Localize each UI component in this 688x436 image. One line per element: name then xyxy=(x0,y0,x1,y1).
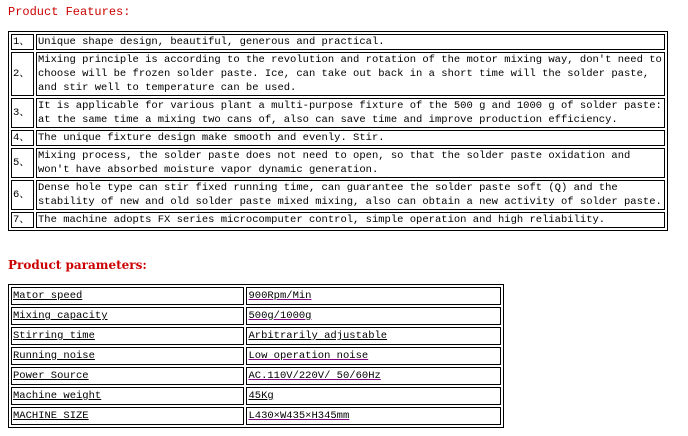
parameter-value xyxy=(246,407,501,425)
feature-row xyxy=(11,52,665,96)
parameter-label xyxy=(11,387,244,405)
feature-number: 6、 xyxy=(11,180,34,210)
parameter-row xyxy=(11,347,501,365)
parameter-label xyxy=(11,327,244,345)
features-table xyxy=(8,31,668,231)
parameter-label-text: Mixing capacity xyxy=(13,310,108,322)
feature-text: Mixing principle is according to the revolution and rotation of the motor mixing way, don't need to choose will be frozen solder paste. Ice, can take out back in a short time will the solder paste, and stir well to temperature can be used. xyxy=(36,52,665,96)
feature-number: 4、 xyxy=(11,130,34,146)
feature-number: 1、 xyxy=(11,34,34,50)
parameter-label xyxy=(11,367,244,385)
product-features-heading: Product Features: xyxy=(8,5,131,19)
feature-number: 5、 xyxy=(11,148,34,178)
parameter-row xyxy=(11,387,501,405)
parameter-label xyxy=(11,307,244,325)
parameter-label-text: Mator speed xyxy=(13,290,83,302)
feature-number: 7、 xyxy=(11,212,34,228)
parameter-label-text: Machine weight xyxy=(13,390,102,402)
feature-text: Dense hole type can stir fixed running time, can guarantee the solder paste soft (Q) and the stability of new and old solder paste mixed mixing, also can obtain a new activity of solder paste. xyxy=(36,180,665,210)
feature-row xyxy=(11,98,665,128)
feature-number: 2、 xyxy=(11,52,34,96)
parameter-row xyxy=(11,287,501,305)
parameter-value xyxy=(246,387,501,405)
parameter-value-text: AC.110V/220V/ 50/60Hz xyxy=(248,370,381,382)
parameter-value xyxy=(246,287,501,305)
parameter-value-text: L430×W435×H345mm xyxy=(248,410,350,422)
feature-text: Unique shape design, beautiful, generous and practical. xyxy=(36,34,665,50)
feature-row xyxy=(11,130,665,146)
parameter-label-text: Running noise xyxy=(13,350,95,362)
parameter-value xyxy=(246,347,501,365)
feature-text: Mixing process, the solder paste does not need to open, so that the solder paste oxidation and won't have absorbed moisture vapor dynamic generation. xyxy=(36,148,665,178)
parameter-row xyxy=(11,367,501,385)
feature-row xyxy=(11,34,665,50)
parameter-row xyxy=(11,307,501,325)
feature-text: It is applicable for various plant a multi-purpose fixture of the 500 g and 1000 g of solder paste: at the same time a mixing two cans of, also can save time and improve production efficiency. xyxy=(36,98,665,128)
feature-text: The machine adopts FX series microcomputer control, simple operation and high reliability. xyxy=(36,212,665,228)
parameter-value xyxy=(246,367,501,385)
feature-text: The unique fixture design make smooth and evenly. Stir. xyxy=(36,130,665,146)
parameter-value-text: 500g/1000g xyxy=(248,310,312,322)
parameter-label-text: Stirring time xyxy=(13,330,95,342)
parameter-label xyxy=(11,287,244,305)
parameter-label xyxy=(11,407,244,425)
parameters-table xyxy=(8,284,504,428)
feature-number: 3、 xyxy=(11,98,34,128)
feature-row xyxy=(11,212,665,228)
parameter-value-text: Low operation noise xyxy=(248,350,369,362)
product-parameters-heading: Product parameters: xyxy=(8,258,147,272)
parameter-row xyxy=(11,407,501,425)
feature-row xyxy=(11,180,665,210)
parameter-value xyxy=(246,327,501,345)
parameter-row xyxy=(11,327,501,345)
feature-row xyxy=(11,148,665,178)
parameter-value-text: 45Kg xyxy=(248,390,274,402)
parameter-label-text: Power Source xyxy=(13,370,89,382)
parameter-value-text: 900Rpm/Min xyxy=(248,290,312,302)
parameter-label-text: MACHINE SIZE xyxy=(13,410,89,422)
parameter-value-text: Arbitrarily adjustable xyxy=(248,330,388,342)
parameter-value xyxy=(246,307,501,325)
parameter-label xyxy=(11,347,244,365)
